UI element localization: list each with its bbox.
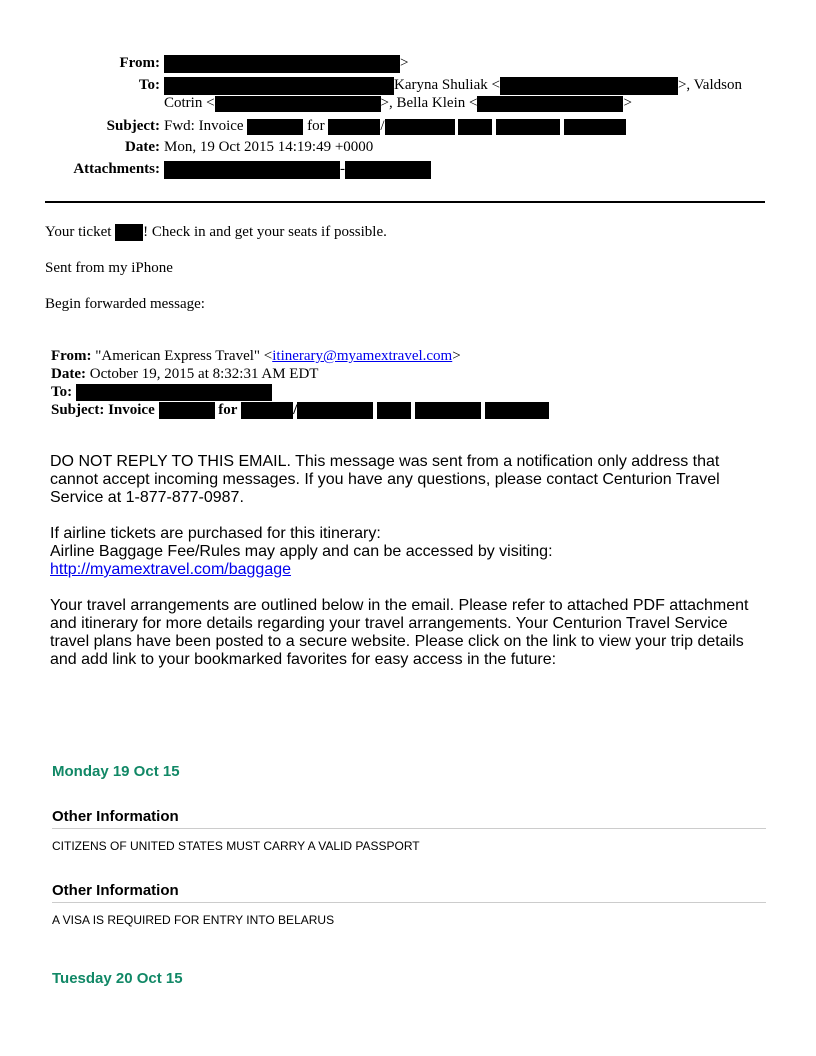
sent-from: Sent from my iPhone [45,260,173,276]
to-end: > [623,95,632,111]
section-divider [52,828,766,829]
fwd-date-value: October 19, 2015 at 8:32:31 AM EDT [89,366,319,382]
redaction-block [377,402,411,419]
subject-slash: / [380,118,385,134]
from-suffix: > [400,55,409,71]
to-recipient-3: >, Bella Klein < [380,95,478,111]
redaction-block [415,402,481,419]
redaction-block [385,119,455,135]
redaction-block [496,119,560,135]
to-recipient-2-cont: Cotrin < [164,95,215,111]
day-heading-tuesday: Tuesday 20 Oct 15 [52,970,183,987]
redaction-block [564,119,626,135]
no-reply-paragraph: DO NOT REPLY TO THIS EMAIL. This message was sent from a notification only address that cannot accept incoming messages. If you have any questions, please contact Centurion Travel Service at 1-877-877-0987. [50,453,720,506]
subject-label: Subject: [106,118,160,134]
attachment-separator: - [340,161,345,177]
fwd-subject-for: for [218,402,238,418]
arrangements-paragraph: Your travel arrangements are outlined below in the email. Please refer to attached PDF attachment and itinerary for more details regarding your travel arrangements. Your Centurion Travel Service travel plans have been posted to a secure website. Please click on the link to view your trip details and add link to your bookmarked favorites for easy access in the future: [50,597,749,668]
fwd-subject-slash: / [293,402,298,418]
fwd-date-label: Date: [51,366,86,382]
day-heading-monday: Monday 19 Oct 15 [52,763,180,780]
fwd-from-line [51,347,461,365]
redaction-block [485,402,549,419]
redaction-block [215,96,381,112]
from-value [164,54,408,73]
baggage-paragraph [50,525,770,579]
redaction-block [477,96,623,112]
redaction-block [345,161,431,179]
redaction-block [458,119,492,135]
fwd-from-email-link[interactable]: itinerary@myamextravel.com [272,348,453,364]
subject-prefix: Fwd: Invoice [164,118,244,134]
baggage-line2: Airline Baggage Fee/Rules may apply and can be accessed by visiting: [50,543,553,560]
from-label: From: [119,55,160,71]
header-divider [45,201,765,203]
fwd-subject-label: Subject: [51,402,105,418]
redaction-block [76,384,272,401]
fwd-from-end: > [452,348,461,364]
redaction-block [328,119,380,135]
date-value: Mon, 19 Oct 2015 14:19:49 +0000 [164,139,374,155]
to-recipient-1: Karyna Shuliak < [394,77,500,93]
baggage-line1: If airline tickets are purchased for this itinerary: [50,525,381,542]
redaction-block [297,402,373,419]
attachments-value[interactable] [164,160,431,179]
redaction-block [164,161,340,179]
redaction-block [164,77,394,95]
redaction-block [500,77,678,95]
fwd-to-label: To: [51,384,73,400]
ticket-prefix: Your ticket [45,224,112,240]
fwd-subject-line [51,401,549,419]
fwd-from-name: "American Express Travel" < [95,348,273,364]
fwd-to-line [51,383,272,401]
other-info-title-1: Other Information [52,808,179,825]
fwd-subject-invoice: Invoice [108,402,155,418]
ticket-line [45,223,387,241]
other-info-text-1: CITIZENS OF UNITED STATES MUST CARRY A VALID PASSPORT [52,839,420,853]
baggage-link[interactable]: http://myamextravel.com/baggage [50,561,292,578]
fwd-date-line [51,365,318,383]
other-info-text-2: A VISA IS REQUIRED FOR ENTRY INTO BELARUS [52,913,335,927]
ticket-suffix: ! Check in and get your seats if possible. [143,224,387,240]
fwd-from-label: From: [51,348,92,364]
other-info-title-2: Other Information [52,882,179,899]
redaction-block [115,224,143,241]
to-label: To: [138,77,160,93]
begin-forwarded: Begin forwarded message: [45,296,205,312]
subject-value [164,117,626,135]
redaction-block [164,55,400,73]
subject-for: for [307,118,325,134]
redaction-block [247,119,303,135]
to-recipient-2: >, Valdson [677,77,742,93]
attachments-label: Attachments: [73,161,160,177]
date-label: Date: [125,139,160,155]
redaction-block [241,402,293,419]
to-value-line2 [164,94,632,112]
section-divider [52,902,766,903]
to-value-line1 [164,76,742,95]
redaction-block [159,402,215,419]
